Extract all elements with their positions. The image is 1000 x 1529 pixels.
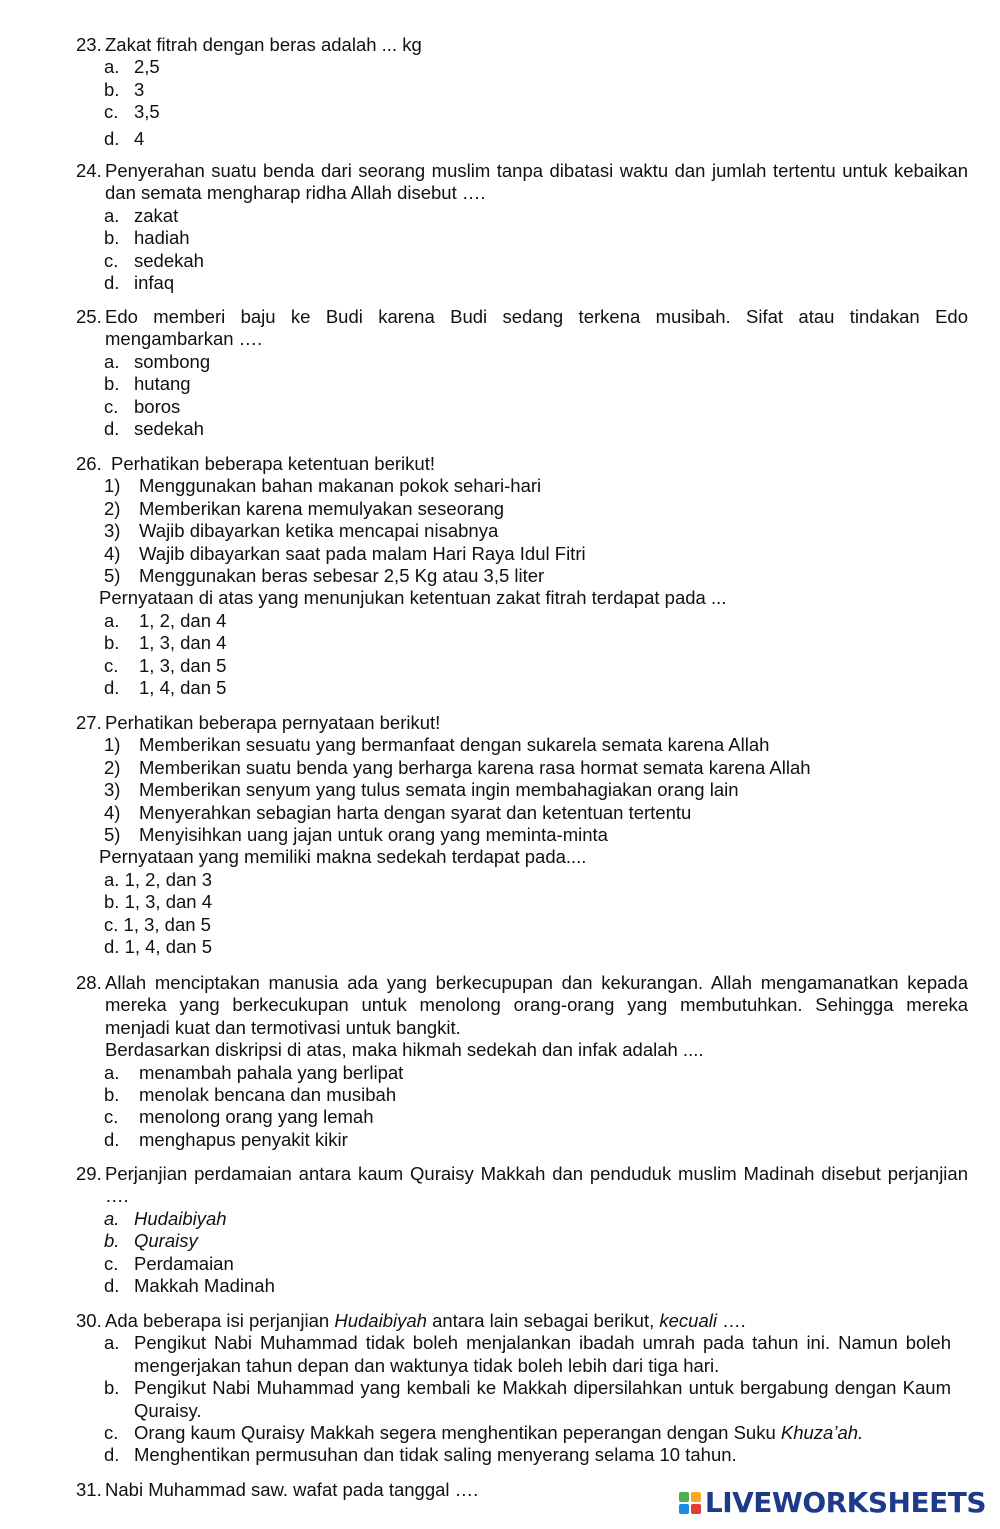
question-text: Penyerahan suatu benda dari seorang muslim tanpa dibatasi waktu dan jumlah tertentu untuk kebaikan dan semata mengharap ridha Allah disebut …. xyxy=(105,160,968,204)
option-a: a. sombong xyxy=(104,350,211,372)
statement-1: 1) Memberikan sesuatu yang bermanfaat dengan sukarela semata karena Allah xyxy=(104,734,770,756)
option-a: a. menambah pahala yang berlipat xyxy=(104,1061,404,1083)
option-c: c. boros xyxy=(104,395,181,417)
option-c: c. sedekah xyxy=(104,249,204,271)
option-b: b. 1, 3, dan 4 xyxy=(104,632,227,654)
option-a: a. 1, 2, dan 3 xyxy=(104,868,213,890)
liveworksheets-logo xyxy=(679,1486,986,1520)
question-text: Perhatikan beberapa ketentuan berikut! xyxy=(111,453,435,474)
statement-4: 4) Wajib dibayarkan saat pada malam Hari Raya Idul Fitri xyxy=(104,542,586,564)
question-23 xyxy=(76,34,968,150)
option-b: b. hutang xyxy=(104,373,191,395)
question-text: Perjanjian perdamaian antara kaum Quraisy Makkah dan penduduk muslim Madinah disebut perjanjian …. xyxy=(105,1163,968,1207)
question-29 xyxy=(76,1163,968,1297)
option-c: c. 1, 3, dan 5 xyxy=(104,913,211,935)
question-26 xyxy=(76,453,968,699)
question-number: 30. xyxy=(76,1310,102,1331)
option-a: a. 2,5 xyxy=(104,56,160,78)
option-a: a. zakat xyxy=(104,204,179,226)
question-text: Allah menciptakan manusia ada yang berkecupupan dan kekurangan. Allah mengamanatkan kepada mereka yang berkecukupan untuk menolong orang-orang yang membutuhkan. Sehingga mereka menjadi kuat dan termotivasi untuk bangkit. xyxy=(105,972,968,1038)
option-b: b. Quraisy xyxy=(104,1230,198,1252)
question-prompt: Pernyataan di atas yang menunjukan ketentuan zakat fitrah terdapat pada ... xyxy=(99,587,727,609)
question-number: 28. xyxy=(76,972,102,993)
option-c: c. 3,5 xyxy=(104,101,160,123)
question-text: Nabi Muhammad saw. wafat pada tanggal …. xyxy=(105,1479,479,1500)
question-28 xyxy=(76,972,968,1151)
option-d: d. infaq xyxy=(104,272,175,294)
option-a: a. Pengikut Nabi Muhammad tidak boleh menjalankan ibadah umrah pada tahun ini. Namun boleh mengerjakan tahun depan dan waktunya tidak boleh lebih dari tiga hari. xyxy=(104,1332,951,1376)
option-c: c. menolong orang yang lemah xyxy=(104,1106,374,1128)
statement-2: 2) Memberikan suatu benda yang berharga karena rasa hormat semata karena Allah xyxy=(104,756,811,778)
option-d: d. 1, 4, dan 5 xyxy=(104,677,227,699)
liveworksheets-logo-icon xyxy=(679,1492,701,1514)
statement-4: 4) Menyerahkan sebagian harta dengan syarat dan ketentuan tertentu xyxy=(104,801,692,823)
question-number: 25. xyxy=(76,306,102,327)
question-number: 26. xyxy=(76,453,102,474)
question-24 xyxy=(76,160,968,294)
question-number: 24. xyxy=(76,160,102,181)
option-d: d. menghapus penyakit kikir xyxy=(104,1128,348,1150)
option-d: d. Makkah Madinah xyxy=(104,1275,275,1297)
option-b: b. 1, 3, dan 4 xyxy=(104,891,213,913)
option-d: d. sedekah xyxy=(104,418,204,440)
question-prompt: Berdasarkan diskripsi di atas, maka hikmah sedekah dan infak adalah .... xyxy=(105,1039,704,1061)
option-b: b. hadiah xyxy=(104,227,190,249)
question-text: Perhatikan beberapa pernyataan berikut! xyxy=(105,712,441,733)
option-d: d. 1, 4, dan 5 xyxy=(104,936,213,958)
question-number: 29. xyxy=(76,1163,102,1184)
question-text: Ada beberapa isi perjanjian Hudaibiyah antara lain sebagai berikut, kecuali …. xyxy=(105,1310,746,1331)
option-a: a. 1, 2, dan 4 xyxy=(104,609,227,631)
question-prompt: Pernyataan yang memiliki makna sedekah terdapat pada.... xyxy=(99,846,587,868)
statement-3: 3) Memberikan senyum yang tulus semata ingin membahagiakan orang lain xyxy=(104,779,739,801)
statement-3: 3) Wajib dibayarkan ketika mencapai nisabnya xyxy=(104,520,499,542)
statement-1: 1) Menggunakan bahan makanan pokok sehari-hari xyxy=(104,475,542,497)
option-b: b. 3 xyxy=(104,78,145,100)
statement-5: 5) Menyisihkan uang jajan untuk orang yang meminta-minta xyxy=(104,824,608,846)
option-c: c. 1, 3, dan 5 xyxy=(104,654,227,676)
statement-2: 2) Memberikan karena memulyakan seseorang xyxy=(104,497,505,519)
statement-5: 5) Menggunakan beras sebesar 2,5 Kg atau 3,5 liter xyxy=(104,565,545,587)
option-d: d. 4 xyxy=(104,127,145,149)
question-25 xyxy=(76,306,968,440)
question-number: 27. xyxy=(76,712,102,733)
option-b: b. Pengikut Nabi Muhammad yang kembali ke Makkah dipersilahkan untuk bergabung dengan Kaum Quraisy. xyxy=(104,1377,951,1421)
option-c: c. Orang kaum Quraisy Makkah segera menghentikan peperangan dengan Suku Khuza’ah. xyxy=(104,1422,864,1444)
option-c: c. Perdamaian xyxy=(104,1252,234,1274)
question-30 xyxy=(76,1310,968,1467)
question-number: 31. xyxy=(76,1479,102,1500)
option-d: d. Menghentikan permusuhan dan tidak saling menyerang selama 10 tahun. xyxy=(104,1444,737,1466)
option-b: b. menolak bencana dan musibah xyxy=(104,1084,397,1106)
question-text: Edo memberi baju ke Budi karena Budi sedang terkena musibah. Sifat atau tindakan Edo mengambarkan …. xyxy=(105,306,968,350)
question-27 xyxy=(76,712,968,958)
liveworksheets-logo-text: LIVEWORKSHEETS xyxy=(704,1486,986,1519)
question-text: Zakat fitrah dengan beras adalah ... kg xyxy=(105,34,422,55)
question-number: 23. xyxy=(76,34,102,55)
option-a: a. Hudaibiyah xyxy=(104,1207,227,1229)
